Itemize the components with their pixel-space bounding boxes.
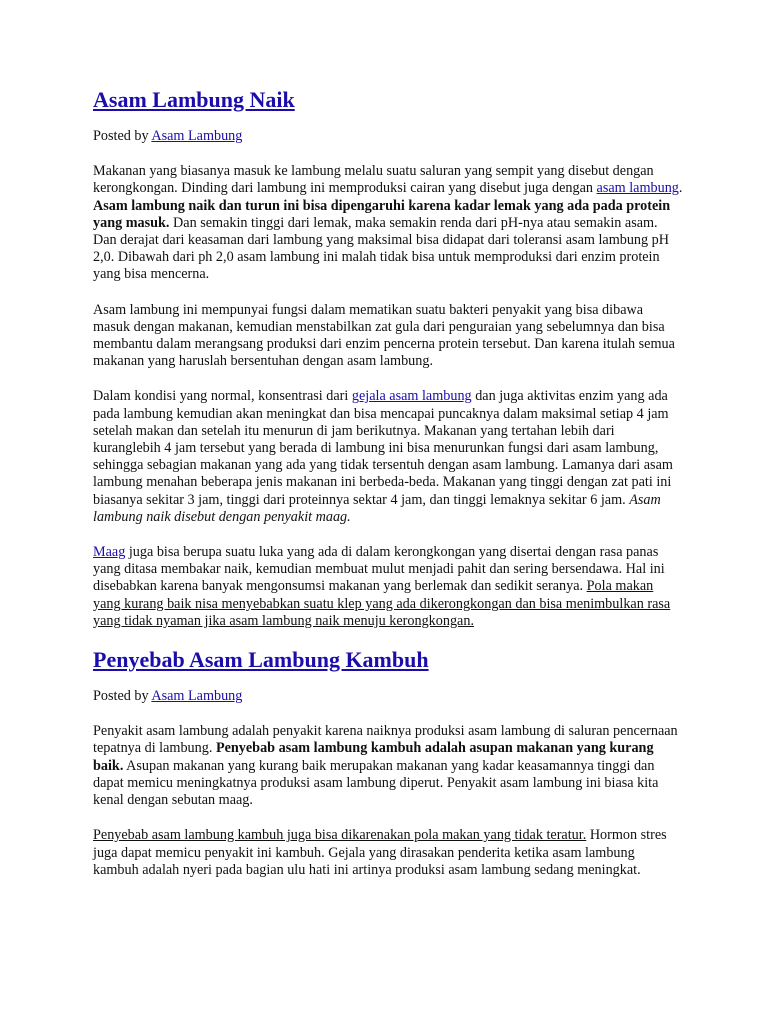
underlined-text: Penyebab asam lambung kambuh juga bisa dikarenakan pola makan yang tidak teratur.	[93, 827, 587, 844]
article-page	[93, 86, 683, 879]
bold-text: Penyebab asam lambung kambuh adalah asupan makanan yang kurang baik.	[93, 740, 654, 774]
post-byline	[93, 688, 683, 705]
gejala-asam-lambung-link[interactable]: gejala asam lambung	[351, 388, 472, 405]
paragraph	[93, 544, 683, 630]
paragraph	[93, 827, 683, 879]
text-run: Penyakit asam lambung adalah penyakit karena naiknya produksi asam lambung di saluran pencernaan tepatnya di lambung.	[93, 723, 678, 757]
text-run: Dalam kondisi yang normal, konsentrasi dari	[93, 388, 352, 405]
text-run: Asupan makanan yang kurang baik merupakan makanan yang kadar keasamannya tinggi dan dapat memicu meningkatnya produksi asam lambung diperut. Penyakit asam lambung ini biasa kita kenal dengan sebutan maag.	[93, 757, 659, 809]
text-run: .	[678, 180, 683, 197]
paragraph	[93, 723, 683, 809]
post-title-link[interactable]: Penyebab Asam Lambung Kambuh	[93, 647, 429, 673]
text-run: juga bisa berupa suatu luka yang ada di dalam kerongkongan yang disertai dengan rasa panas yang ditasa membakar naik, kemudian membuat mulut menjadi pahit dan sering bersendawa. Hal ini disebabkan karena banyak mengonsumsi makanan yang berlemak dan sedikit seranya.	[93, 544, 665, 595]
maag-link[interactable]: Maag	[93, 544, 126, 561]
text-run: Hormon stres juga dapat memicu penyakit ini kambuh. Gejala yang dirasakan penderita ketika asam lambung kambuh adalah nyeri pada bagian ulu hati ini artinya produksi asam lambung sedang meningkat.	[93, 827, 667, 878]
author-link[interactable]: Asam Lambung	[151, 128, 243, 144]
post-byline	[93, 128, 683, 145]
post-title-link[interactable]: Asam Lambung Naik	[93, 87, 295, 112]
paragraph	[93, 388, 683, 526]
author-link[interactable]: Asam Lambung	[151, 688, 243, 705]
bold-text: Asam lambung naik dan turun ini bisa dipengaruhi karena kadar lemak yang ada pada protein yang masuk.	[93, 197, 671, 231]
post-title	[93, 86, 683, 114]
posted-by-label: Posted by	[93, 128, 152, 144]
italic-text: Asam lambung naik disebut dengan penyakit maag.	[93, 491, 661, 525]
paragraph: Asam lambung ini mempunyai fungsi dalam mematikan suatu bakteri penyakit yang bisa dibawa masuk dengan makanan, kemudian menstabilkan zat gula dari penguraian yang sebelumnya dan bisa membantu dalam merangsang produksi dari enzim pencerna protein tersebut. Dan karena itulah semua makanan yang haruslah bersentuhan dengan asam lambung.	[93, 301, 675, 370]
paragraph	[93, 163, 683, 283]
asam-lambung-link[interactable]: asam lambung	[596, 180, 679, 197]
text-run: Makanan yang biasanya masuk ke lambung melalu suatu saluran yang sempit yang disebut dengan kerongkongan. Dinding dari lambung ini memproduksi cairan yang disebut juga dengan	[93, 163, 654, 197]
underlined-text: Pola makan yang kurang baik nisa menyebabkan suatu klep yang ada dikerongkongan dan bisa menimbulkan rasa yang tidak nyaman jika asam lambung naik menuju kerongkongan.	[93, 578, 671, 629]
posted-by-label: Posted by	[93, 688, 152, 705]
post-title	[93, 646, 683, 674]
text-run: dan juga aktivitas enzim yang ada pada lambung kemudian akan meningkat dan bisa mencapai puncaknya dalam maksimal setiap 4 jam setelah makan dan setelah itu menurun di jam berikutnya. Makanan yang tertahan lebih dari kuranglebih 4 jam tersebut yang berada di lambung ini bisa menurunkan fungsi dari asam lambung, sehingga sebagian makanan yang ada yang tidak tersentuh dengan asam lambung. Lamanya dari asam lambung menahan beberapa jenis makanan ini berbeda-beda. Makanan yang tinggi dengan zat pati ini biasanya sekitar 3 jam, tinggi dari proteinnya sektar 4 jam, dan tinggi lemaknya sekitar 6 jam.	[93, 388, 673, 508]
text-run: Dan semakin tinggi dari lemak, maka semakin renda dari pH-nya atau semakin asam. Dan derajat dari keasaman dari lambung yang maksimal bisa didapat dari toleransi asam lambung pH 2,0. Dibawah dari ph 2,0 asam lambung ini malah tidak bisa untuk memproduksi dari enzim protein yang bisa mencerna.	[93, 214, 669, 283]
